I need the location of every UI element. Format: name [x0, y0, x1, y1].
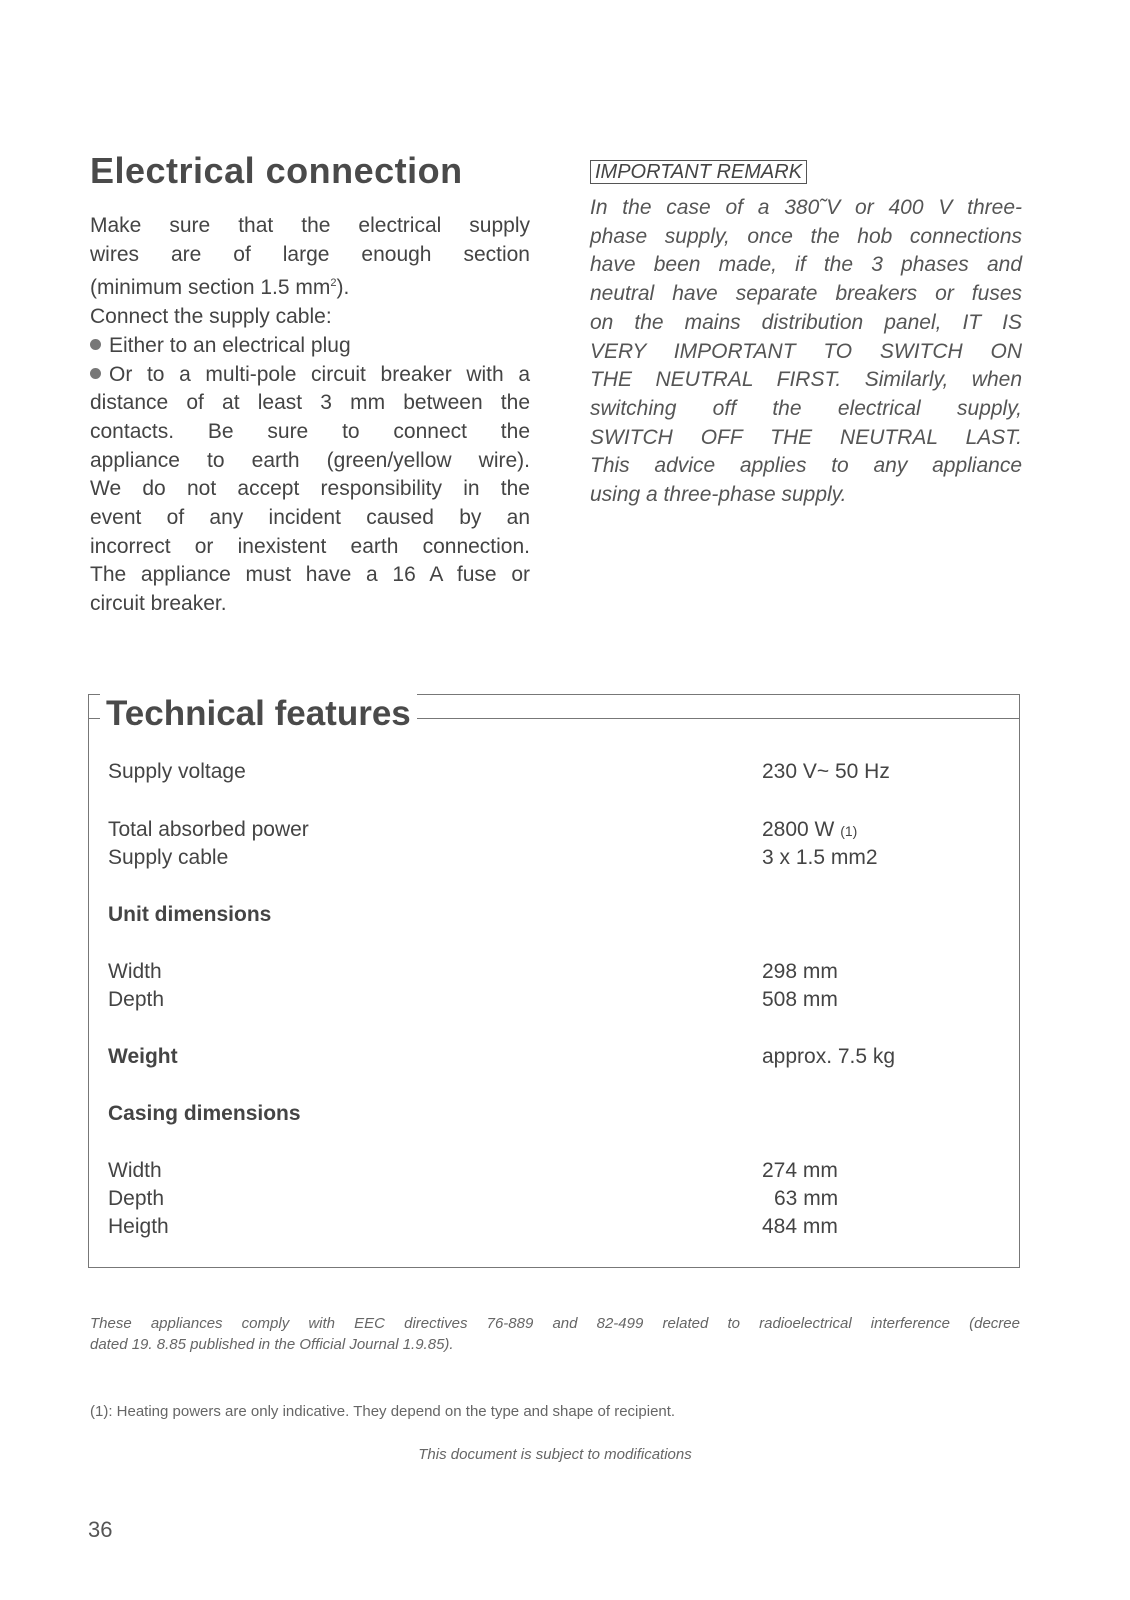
spec-label-casing-depth: Depth [108, 1187, 165, 1210]
spec-heading-unit-dimensions: Unit dimensions [108, 903, 272, 926]
text-line: In the case of a 380˜V or 400 V three- [590, 196, 1022, 219]
spec-heading-weight: Weight [108, 1045, 178, 1068]
important-remark-label: IMPORTANT REMARK [590, 160, 807, 184]
text-line: contacts. Be sure to connect the [90, 419, 530, 443]
text-line: using a three-phase supply. [590, 483, 847, 507]
text-line: (minimum section 1.5 $mm^2$). [90, 276, 350, 300]
spec-label-supply-cable: Supply cable [108, 846, 229, 869]
eec-compliance-note [90, 1313, 1020, 1355]
text-line: on the mains distribution panel, IT IS [590, 310, 1022, 334]
bullet-icon [90, 339, 101, 350]
spec-label-supply-voltage: Supply voltage [108, 760, 246, 783]
page-number: 36 [88, 1517, 113, 1542]
text-line: Make sure that the electrical supply [90, 214, 530, 237]
text-line: dated 19. 8.85 published in the Official Journal 1.9.85). [90, 1336, 454, 1353]
text-line: event of any incident caused by an [90, 506, 530, 530]
spec-label-total-power: Total absorbed power [108, 818, 309, 841]
text-line: THE NEUTRAL FIRST. Similarly, when [590, 368, 1022, 392]
spec-value-casing-width: 274 mm [762, 1159, 838, 1182]
spec-value-unit-width: 298 mm [762, 960, 838, 983]
list-item: Either to an electrical plug [90, 332, 530, 361]
bullet-icon [90, 368, 101, 379]
text-line: VERY IMPORTANT TO SWITCH ON [590, 339, 1022, 363]
spec-label-unit-depth: Depth [108, 988, 165, 1011]
spec-value-unit-depth: 508 mm [762, 988, 838, 1011]
section-title-electrical-connection: Electrical connection [90, 150, 463, 191]
text-line: incorrect or inexistent earth connection. [90, 534, 530, 558]
text-line: neutral have separate breakers or fuses [590, 282, 1022, 306]
text-line: have been made, if the 3 phases and [590, 253, 1022, 277]
spec-value-casing-depth: 63 mm [774, 1187, 839, 1210]
text-line: These appliances comply with EEC directives 76-889 and 82-499 related to radioelectrical interference (decree [90, 1315, 1020, 1332]
list-item: Or to a multi-pole circuit breaker with a [90, 361, 530, 390]
text-line: Connect the supply cable: [90, 305, 332, 329]
spec-value-weight: approx. 7.5 kg [762, 1045, 896, 1068]
text-line: phase supply, once the hob connections [590, 224, 1022, 248]
spec-value-supply-voltage: 230 V~ 50 Hz [762, 760, 890, 783]
footnote-ref: (1) [840, 823, 858, 839]
footnote: (1): Heating powers are only indicative. They depend on the type and shape of recipient. [90, 1403, 676, 1420]
text-line: switching off the electrical supply, [590, 396, 1022, 420]
section-title-technical-features: Technical features [100, 692, 417, 736]
spec-heading-casing-dimensions: Casing dimensions [108, 1102, 301, 1125]
spec-label-unit-width: Width [108, 960, 162, 983]
modification-notice: This document is subject to modifications [418, 1446, 692, 1463]
text-line: The appliance must have a 16 A fuse or [90, 563, 530, 587]
spec-value-total-power: 2800 W (1) [762, 818, 858, 841]
electrical-connection-text [90, 212, 530, 619]
spec-value-casing-height: 484 mm [762, 1215, 838, 1238]
spec-label-casing-width: Width [108, 1159, 162, 1182]
text-line: appliance to earth (green/yellow wire). [90, 448, 530, 472]
spec-value-supply-cable: 3 x 1.5 mm2 [762, 846, 878, 869]
text-line: SWITCH OFF THE NEUTRAL LAST. [590, 425, 1022, 449]
text-line: This advice applies to any appliance [590, 454, 1022, 478]
text-line: distance of at least 3 mm between the [90, 391, 530, 415]
text-line: wires are of large enough section [90, 242, 530, 266]
text-line: circuit breaker. [90, 592, 227, 616]
important-remark-text [590, 194, 1022, 510]
text-line: We do not accept responsibility in the [90, 477, 530, 501]
spec-label-casing-height: Heigth [108, 1215, 169, 1238]
